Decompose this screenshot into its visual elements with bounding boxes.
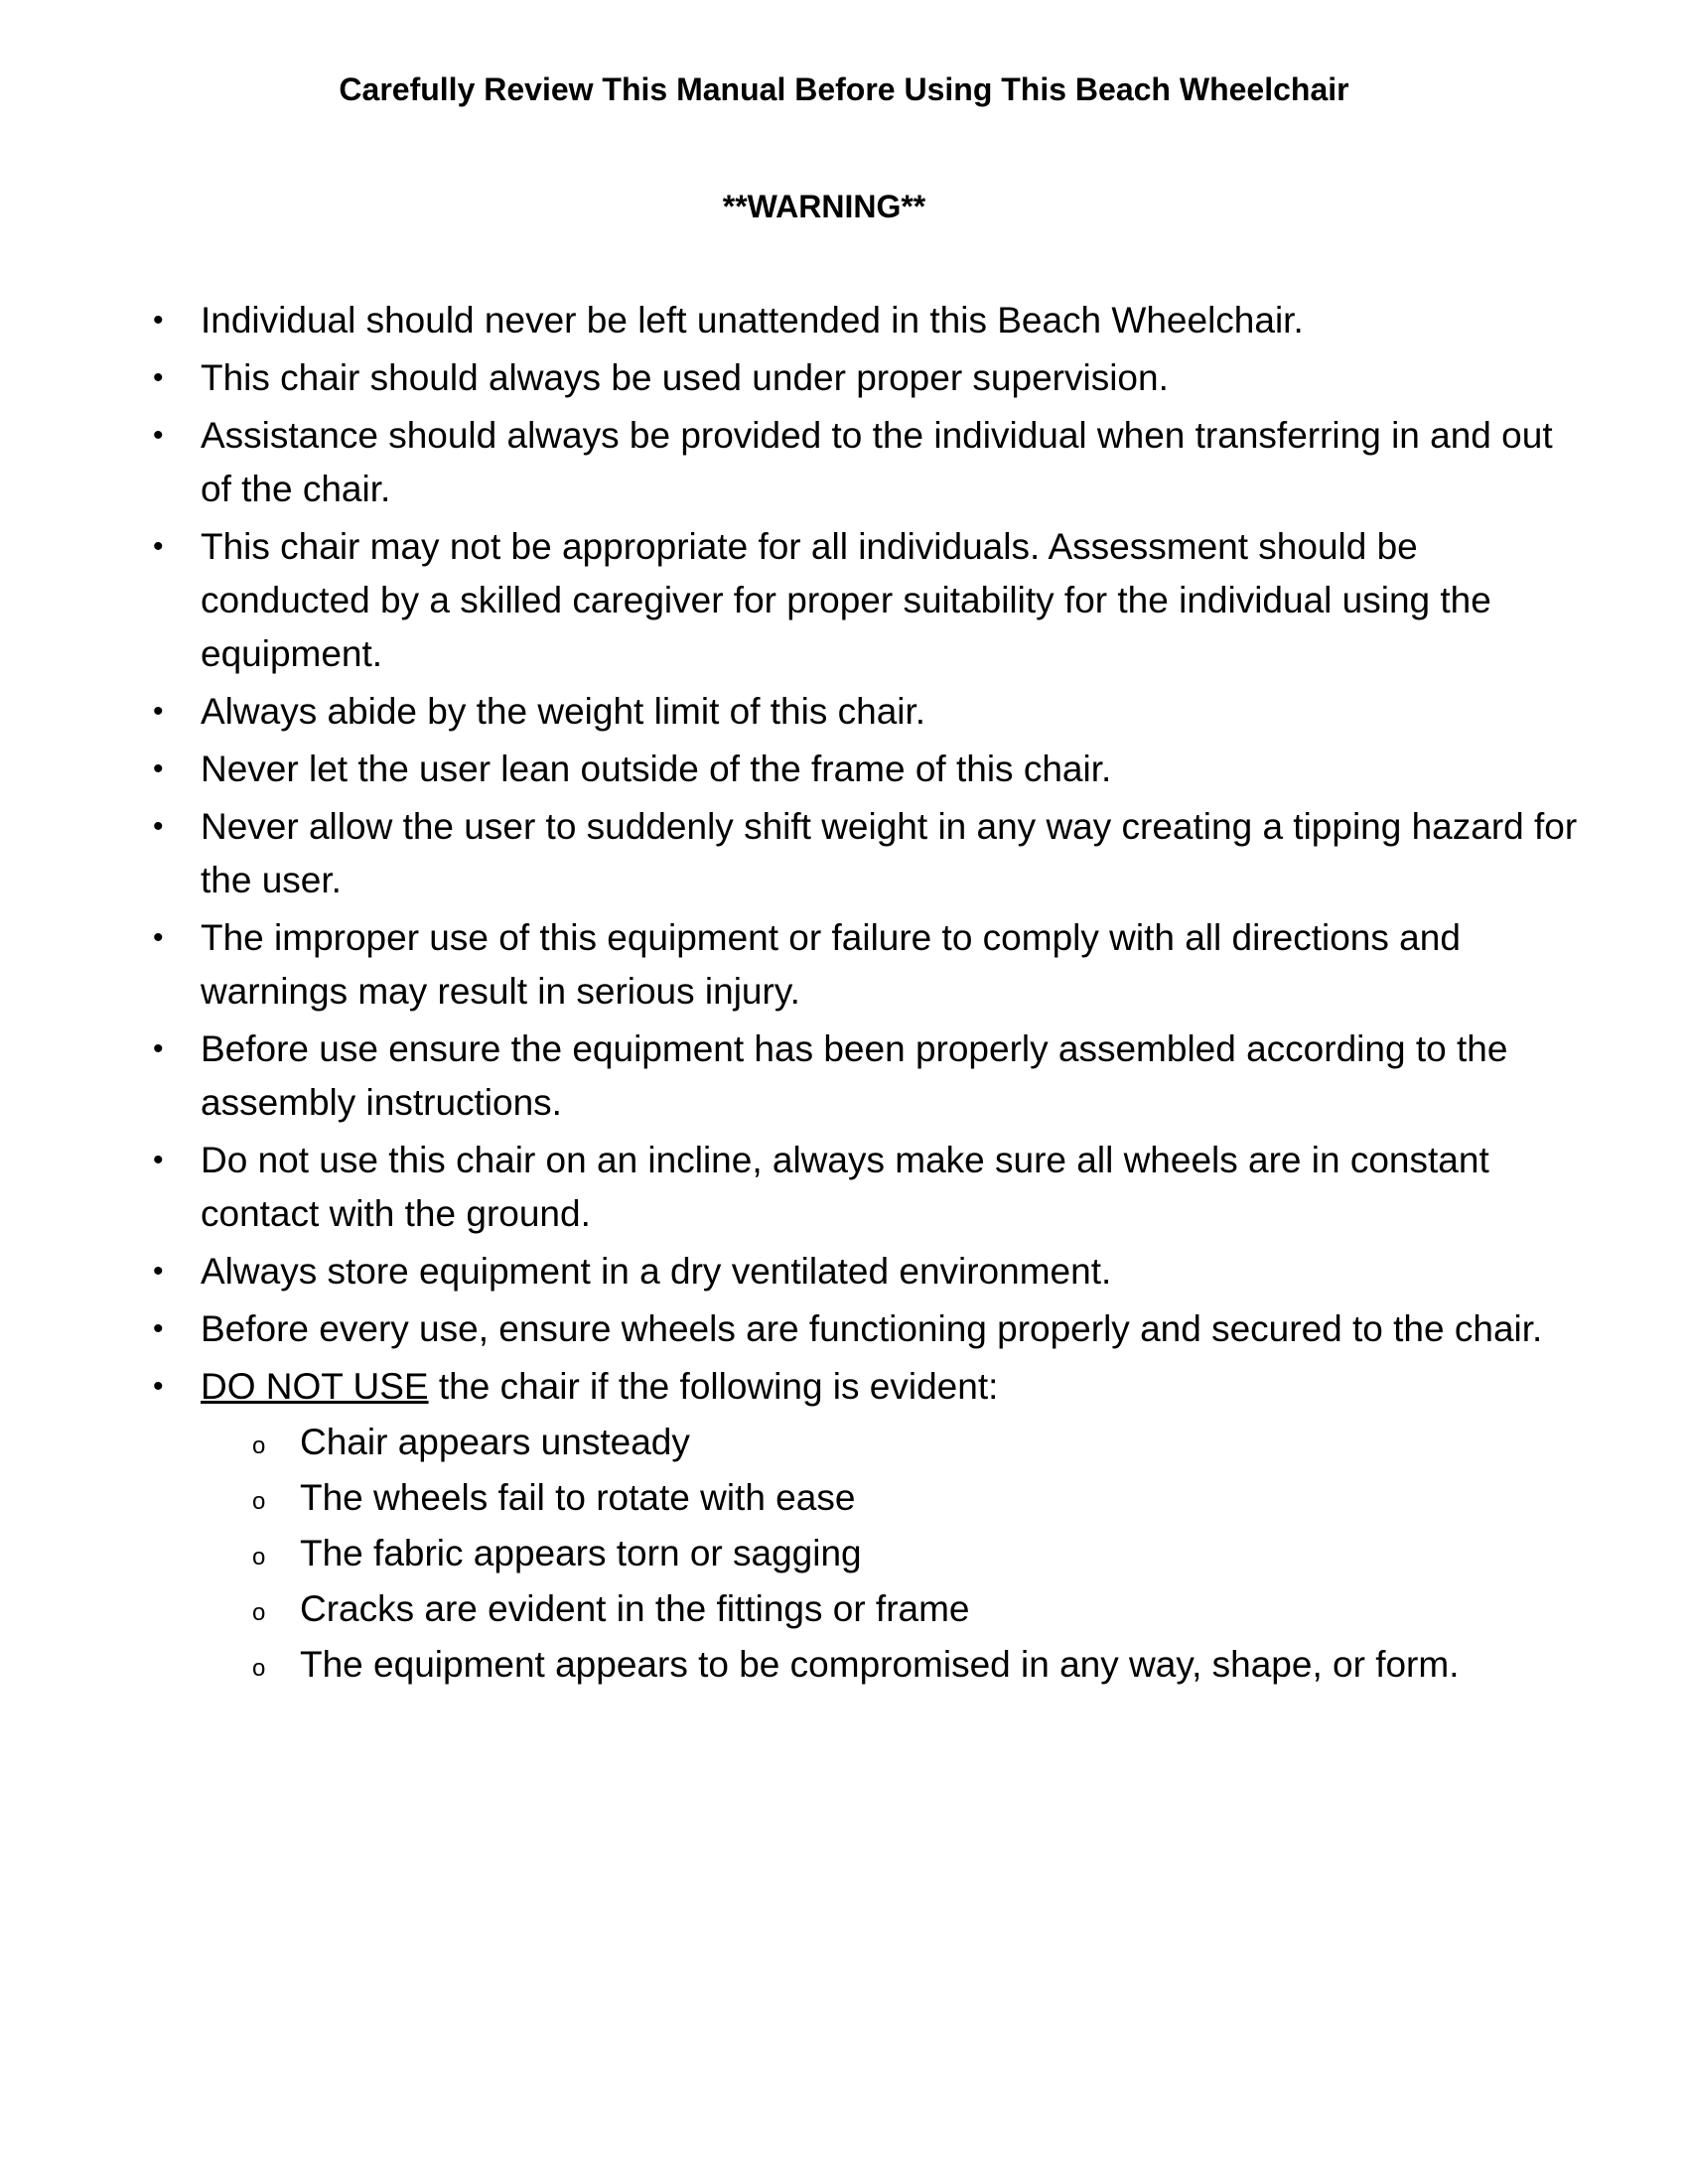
warning-item: • Do not use this chair on an incline, always make sure all wheels are in constant contact with the ground.	[149, 1134, 1589, 1241]
document-title: Carefully Review This Manual Before Using This Beach Wheelchair	[339, 71, 1349, 107]
warning-item: • Individual should never be left unattended in this Beach Wheelchair.	[149, 294, 1589, 347]
do-not-use-emphasis: DO NOT USE	[201, 1366, 429, 1407]
warning-item: • Never let the user lean outside of the frame of this chair.	[149, 743, 1589, 796]
warning-item: • The improper use of this equipment or failure to comply with all directions and warnings may result in serious injury.	[149, 911, 1589, 1019]
do-not-use-item	[149, 1360, 1589, 1692]
condition-item: o Chair appears unsteady	[201, 1416, 1589, 1469]
warning-item: • Before every use, ensure wheels are functioning properly and secured to the chair.	[149, 1302, 1589, 1356]
condition-item: o Cracks are evident in the fittings or frame	[201, 1582, 1589, 1636]
condition-list	[201, 1416, 1589, 1692]
warning-item: • Assistance should always be provided to the individual when transferring in and out of the chair.	[149, 409, 1589, 516]
condition-item: o The fabric appears torn or sagging	[201, 1527, 1589, 1580]
condition-item: o The wheels fail to rotate with ease	[201, 1471, 1589, 1525]
warning-list	[149, 294, 1589, 1696]
warning-heading: **WARNING**	[722, 189, 926, 224]
warning-item: • This chair may not be appropriate for all individuals. Assessment should be conducted by a skilled caregiver for proper suitability for the individual using the equipment.	[149, 520, 1589, 681]
do-not-use-text: the chair if the following is evident:	[428, 1366, 999, 1407]
condition-item: o The equipment appears to be compromised in any way, shape, or form.	[201, 1638, 1589, 1692]
warning-item: • This chair should always be used under proper supervision.	[149, 351, 1589, 405]
warning-item: • Always store equipment in a dry ventilated environment.	[149, 1245, 1589, 1298]
warning-item: • Never allow the user to suddenly shift weight in any way creating a tipping hazard for the user.	[149, 800, 1589, 907]
warning-item: • Before use ensure the equipment has been properly assembled according to the assembly instructions.	[149, 1023, 1589, 1130]
warning-item: • Always abide by the weight limit of this chair.	[149, 685, 1589, 739]
